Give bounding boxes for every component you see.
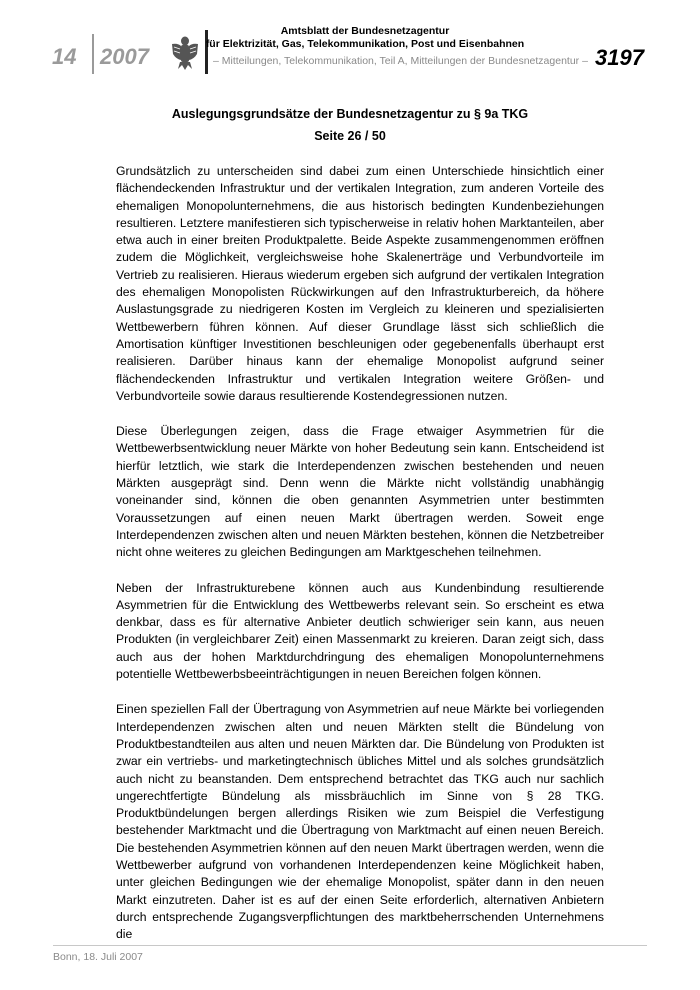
document-title: Auslegungsgrundsätze der Bundesnetzagentur zu § 9a TKG [171, 107, 529, 121]
paragraph: Einen speziellen Fall der Übertragung von Asymmetrien auf neue Märkte bei vorliegenden Interdependenzen zwischen alten und neuen Märkten stellt die Bündelung von Produktbestandteilen aus alten und neuen Märkten dar. Die Bündelung von Produkten ist zwar ein vertriebs- und marketingtechnisch übliches Mittel und als solches grundsätzlich auch nicht zu beanstanden. Dem entsprechend betrachtet das TKG auch nur sachlich ungerechtfertigte Bündelung als missbräuchlich im Sinne von § 28 TKG. Produktbündelungen bergen allerdings Risiken wie zum Beispiel die Verfestigung bestehender Marktmacht und die Übertragung von Marktmacht auf einen neuen Bereich. Die bestehenden Asymmetrien können auf den neuen Markt übertragen werden, wenn die Wettbewerber aufgrund von vorhandenen Interdependenzen keine Möglichkeit haben, unter gleichen Bedingungen wie der ehemalige Monopolist, später dann in den neuen Markt einzutreten. Daher ist es auf der einen Seite erforderlich, alternativen Anbietern durch entsprechende Zugangsverpflichtungen des marktbeherrschenden Unternehmens die [116, 702, 604, 942]
footer-place-date: Bonn, 18. Juli 2007 [53, 951, 143, 963]
paragraph: Neben der Infrastrukturebene können auch aus Kundenbindung resultierende Asymmetrien für die Entwicklung des Wettbewerbs relevant sein. So erscheint es etwa denkbar, dass es für alternative Anbieter deutlich schwieriger sein kann, aus neuen Produkten (in vergleichbarer Zeit) einen Massenmarkt zu kreieren. Daran zeigt sich, dass auch aus der hohen Marktdurchdringung des ehemaligen Monopolunternehmens potentielle Wettbewerbsbeeinträchtigungen in neuen Bereichen folgen können. [116, 580, 604, 682]
gazette-subtitle: für Elektrizität, Gas, Telekommunikation, Post und Eisenbahnen [205, 38, 525, 50]
gazette-title: Amtsblatt der Bundesnetzagentur [280, 25, 450, 37]
page-info: Seite 26 / 50 [314, 129, 386, 143]
document-heading [0, 103, 700, 147]
paragraph: Diese Überlegungen zeigen, dass die Frage etwaiger Asymmetrien für die Wettbewerbsentwicklung neuer Märkte von hoher Bedeutung sein kann. Entscheidend ist hierfür letztlich, wie stark die Interdependenzen zwischen bestehenden und neuen Märkten ausgeprägt sind. Denn wenn die Märkte nicht vollständig unabhängig voneinander sind, können die oben genannten Asymmetrien unter bestimmten Voraussetzungen auf einen neuen Markt übertragen werden. Soweit enge Interdependenzen zwischen alten und neuen Märkten bestehen, können die Netzbetreiber nicht ohne weiteres zu gleichen Bedingungen am Marktgeschehen teilnehmen. [116, 424, 604, 560]
section-line: – Mitteilungen, Telekommunikation, Teil A, Mitteilungen der Bundesnetzagentur – [213, 55, 588, 67]
page-number: 3197 [595, 45, 644, 70]
footer-divider [53, 945, 647, 946]
issue-year: 2007 [100, 44, 149, 69]
paragraph: Grundsätzlich zu unterscheiden sind dabei zum einen Unterschiede hinsichtlich einer flächendeckenden Infrastruktur und der vertikalen Integration, zum anderen Vorteile des ehemaligen Monopolunternehmens, die aus historisch bedingten Kundenbeziehungen resultieren. Letztere manifestieren sich typischerweise in relativ hohen Marktanteilen, aber etwa auch in einer breiten Produktpalette. Beide Aspekte zusammengenommen eröffnen zudem die Möglichkeit, vergleichsweise hohe Skalenerträge und Verbundvorteile im Vertrieb zu realisieren. Hieraus wiederum ergeben sich aufgrund der vertikalen Integration des ehemaligen Monopolisten Rückwirkungen auf den Infrastrukturbereich, da höhere Auslastungsgrade zu niedrigeren Kosten im Vergleich zu kleineren und spezialisierten Wettbewerbern führen können. Auf dieser Grundlage lässt sich schließlich die Amortisation künftiger Investitionen beschleunigen oder gegebenenfalls überhaupt erst realisieren. Darüber hinaus kann der ehemalige Monopolist aufgrund seiner flächendeckenden Infrastruktur und vertikalen Integration weitere Größen- und Verbundvorteile sowie daraus resultierende Kostendegressionen nutzen. [116, 164, 604, 403]
federal-eagle-icon [168, 32, 202, 72]
issue-number: 14 [52, 44, 77, 69]
issue-separator [92, 34, 94, 74]
body-text [116, 163, 604, 961]
